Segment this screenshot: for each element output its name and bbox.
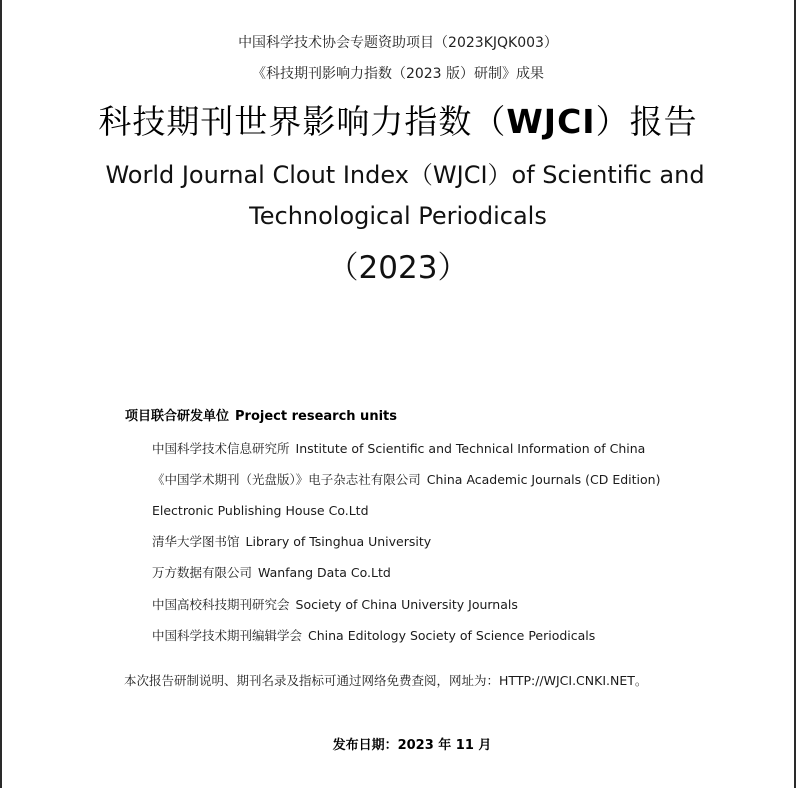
- unit-name-zh: 万方数据有限公司: [152, 565, 253, 580]
- unit-name-en: Institute of Scientific and Technical Information of China: [295, 441, 646, 456]
- title-zh-suffix: ）报告: [595, 102, 698, 141]
- research-units-heading: [125, 407, 403, 427]
- research-unit-cajcd-continued: [152, 501, 369, 521]
- unit-name-en: China Academic Journals (CD Edition): [426, 472, 661, 487]
- research-units-heading-zh: 项目联合研发单位: [125, 409, 230, 424]
- research-unit-cesp: [152, 626, 595, 646]
- report-title-en-line1: World Journal Clout Index（WJCI）of Scientific and: [105, 161, 705, 189]
- unit-name-zh: 中国科学技术信息研究所: [152, 441, 290, 456]
- unit-name-en: Society of China University Journals: [295, 597, 518, 612]
- access-note: 本次报告研制说明、期刊名录及指标可通过网络免费查阅，网址为：HTTP://WJCI.CNKI.NET。: [124, 673, 648, 688]
- title-zh-abbr: WJCI: [506, 102, 596, 141]
- report-year: （2023）: [327, 250, 469, 286]
- unit-name-zh: 中国高校科技期刊研究会: [152, 597, 290, 612]
- research-unit-scuj: [152, 595, 518, 615]
- unit-name-en: Wanfang Data Co.Ltd: [258, 565, 391, 580]
- research-unit-istic: [152, 439, 645, 459]
- report-title-zh: [0, 100, 796, 144]
- research-unit-cajcd: [152, 470, 660, 490]
- project-funding-line: 中国科学技术协会专题资助项目（2023KJQK003）: [238, 35, 558, 51]
- unit-name-en: Library of Tsinghua University: [245, 534, 432, 549]
- unit-name-en: China Editology Society of Science Periodicals: [308, 628, 596, 643]
- result-line: 《科技期刊影响力指数（2023 版）研制》成果: [251, 66, 545, 82]
- report-title-en-line2: Technological Periodicals: [249, 202, 547, 230]
- research-unit-tsinghua-library: [152, 532, 431, 552]
- research-unit-wanfang: [152, 563, 391, 583]
- release-date: 发布日期：2023 年 11 月: [332, 738, 492, 753]
- research-units-heading-en: Project research units: [235, 409, 397, 424]
- unit-name-zh: 中国科学技术期刊编辑学会: [152, 628, 303, 643]
- unit-name-zh: 清华大学图书馆: [152, 534, 240, 549]
- title-zh-prefix: 科技期刊世界影响力指数（: [98, 102, 507, 141]
- unit-name-zh: 《中国学术期刊（光盘版）》电子杂志社有限公司: [152, 472, 421, 487]
- unit-name-en: Electronic Publishing House Co.Ltd: [152, 503, 369, 518]
